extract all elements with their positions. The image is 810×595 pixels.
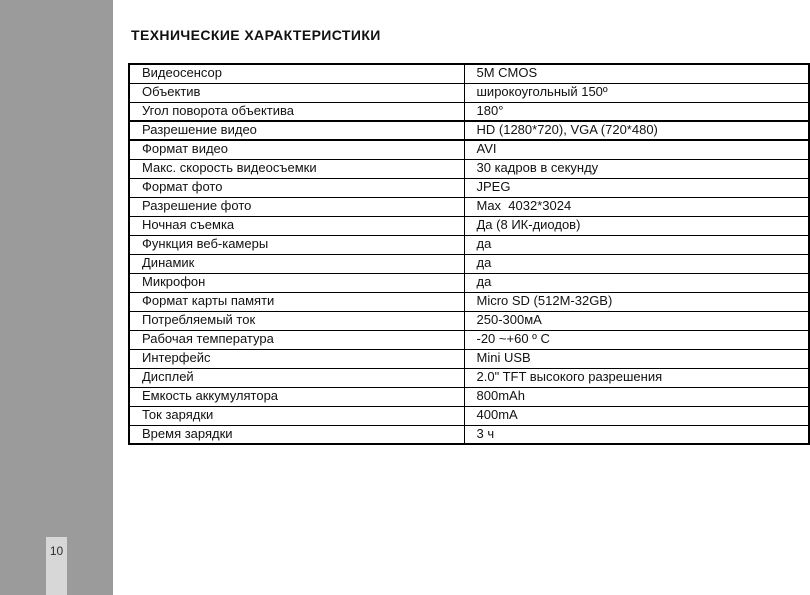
- table-row: [129, 102, 809, 121]
- table-row: [129, 368, 809, 387]
- spec-value: 180°: [464, 102, 809, 121]
- table-row: [129, 330, 809, 349]
- spec-value: 400mA: [464, 406, 809, 425]
- table-row: [129, 197, 809, 216]
- page-number-badge: [46, 537, 67, 595]
- table-row: [129, 64, 809, 83]
- spec-label: Ток зарядки: [129, 406, 464, 425]
- spec-table-body: [129, 64, 809, 444]
- spec-value: 5M CMOS: [464, 64, 809, 83]
- spec-value: AVI: [464, 140, 809, 159]
- spec-label: Формат карты памяти: [129, 292, 464, 311]
- spec-label: Функция веб-камеры: [129, 235, 464, 254]
- spec-label: Рабочая температура: [129, 330, 464, 349]
- page-title: ТЕХНИЧЕСКИЕ ХАРАКТЕРИСТИКИ: [131, 27, 381, 43]
- table-row: [129, 140, 809, 159]
- spec-value: Mini USB: [464, 349, 809, 368]
- spec-label: Объектив: [129, 83, 464, 102]
- table-row: [129, 254, 809, 273]
- table-row: [129, 273, 809, 292]
- spec-value: 250-300мА: [464, 311, 809, 330]
- table-row: [129, 311, 809, 330]
- spec-label: Интерфейс: [129, 349, 464, 368]
- spec-label: Емкость аккумулятора: [129, 387, 464, 406]
- spec-label: Время зарядки: [129, 425, 464, 444]
- spec-value: HD (1280*720), VGA (720*480): [464, 121, 809, 140]
- spec-label: Видеосенсор: [129, 64, 464, 83]
- spec-label: Формат видео: [129, 140, 464, 159]
- table-row: [129, 121, 809, 140]
- spec-label: Разрешение фото: [129, 197, 464, 216]
- page-margin-strip: [0, 0, 113, 595]
- table-row: [129, 425, 809, 444]
- spec-label: Потребляемый ток: [129, 311, 464, 330]
- spec-value: 2.0" TFT высокого разрешения: [464, 368, 809, 387]
- table-row: [129, 83, 809, 102]
- spec-label: Динамик: [129, 254, 464, 273]
- table-row: [129, 178, 809, 197]
- spec-value: 30 кадров в секунду: [464, 159, 809, 178]
- spec-value: -20 ~+60 º C: [464, 330, 809, 349]
- table-row: [129, 235, 809, 254]
- spec-label: Угол поворота объектива: [129, 102, 464, 121]
- spec-label: Дисплей: [129, 368, 464, 387]
- spec-value: JPEG: [464, 178, 809, 197]
- specs-table: [128, 63, 810, 445]
- table-row: [129, 159, 809, 178]
- spec-label: Макс. скорость видеосъемки: [129, 159, 464, 178]
- spec-label: Ночная съемка: [129, 216, 464, 235]
- spec-value: да: [464, 235, 809, 254]
- spec-value: 800mAh: [464, 387, 809, 406]
- spec-label: Формат фото: [129, 178, 464, 197]
- table-row: [129, 387, 809, 406]
- table-row: [129, 216, 809, 235]
- table-row: [129, 406, 809, 425]
- spec-label: Разрешение видео: [129, 121, 464, 140]
- spec-value: Micro SD (512M-32GB): [464, 292, 809, 311]
- table-row: [129, 349, 809, 368]
- page-number: 10: [49, 544, 64, 558]
- spec-value: Max 4032*3024: [464, 197, 809, 216]
- spec-value: Да (8 ИК-диодов): [464, 216, 809, 235]
- table-row: [129, 292, 809, 311]
- spec-label: Микрофон: [129, 273, 464, 292]
- spec-value: 3 ч: [464, 425, 809, 444]
- spec-value: широкоугольный 150º: [464, 83, 809, 102]
- spec-value: да: [464, 254, 809, 273]
- spec-value: да: [464, 273, 809, 292]
